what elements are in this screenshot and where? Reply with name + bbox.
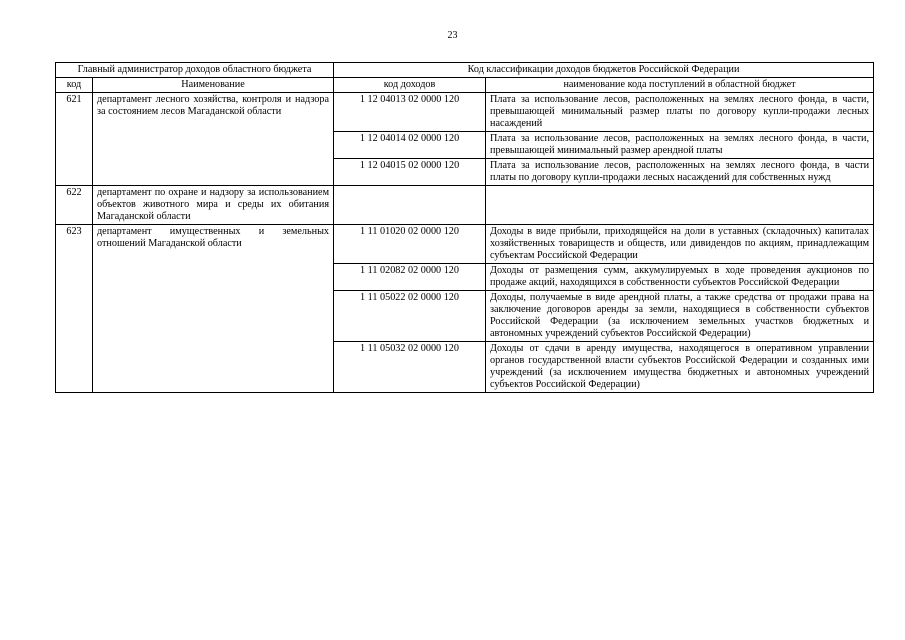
header-row-columns: [56, 78, 874, 93]
income-name-cell: Доходы от размещения сумм, аккумулируемых в ходе проведения аукционов по продаже акций, находящихся в собственности субъектов Российской Федерации: [486, 264, 874, 291]
income-code-cell: 1 12 04013 02 0000 120: [334, 93, 486, 132]
income-code-cell: 1 11 05022 02 0000 120: [334, 291, 486, 342]
table-row: [56, 225, 874, 264]
income-name-cell: Плата за использование лесов, расположенных на землях лесного фонда, в части, превышающей минимальный размер платы по договору купли-продажи лесных насаждений: [486, 93, 874, 132]
income-code-cell: 1 11 05032 02 0000 120: [334, 342, 486, 393]
header-admin-group: Главный администратор доходов областного бюджета: [56, 63, 334, 78]
income-name-cell: Доходы от сдачи в аренду имущества, находящегося в оперативном управлении органов государственной власти субъектов Российской Федерации и созданных ими учреждений (за исключением имущества бюджетных и автономных учреждений субъектов Российской Федерации): [486, 342, 874, 393]
income-name-cell: Плата за использование лесов, расположенных на землях лесного фонда, в части платы по договору купли-продажи лесных насаждений для собственных нужд: [486, 159, 874, 186]
income-code-cell: 1 11 01020 02 0000 120: [334, 225, 486, 264]
header-income-name: наименование кода поступлений в областной бюджет: [486, 78, 874, 93]
header-income-code: код доходов: [334, 78, 486, 93]
admin-name-cell: департамент лесного хозяйства, контроля и надзора за состоянием лесов Магаданской области: [93, 93, 334, 186]
table-body: [56, 93, 874, 393]
income-code-cell: 1 12 04014 02 0000 120: [334, 132, 486, 159]
header-code: код: [56, 78, 93, 93]
admin-code-cell: 622: [56, 186, 93, 225]
header-row-group: [56, 63, 874, 78]
page-number: 23: [447, 30, 458, 41]
table-row: [56, 93, 874, 132]
income-code-cell: 1 11 02082 02 0000 120: [334, 264, 486, 291]
admin-code-cell: 623: [56, 225, 93, 393]
income-name-cell: Доходы в виде прибыли, приходящейся на доли в уставных (складочных) капиталах хозяйственных товариществ и обществ, или дивидендов по акциям, принадлежащим субъектам Российской Федерации: [486, 225, 874, 264]
header-name: Наименование: [93, 78, 334, 93]
header-classification-group: Код классификации доходов бюджетов Российской Федерации: [334, 63, 874, 78]
income-name-cell: [486, 186, 874, 225]
table-row: [56, 186, 874, 225]
income-code-cell: [334, 186, 486, 225]
admin-code-cell: 621: [56, 93, 93, 186]
admin-name-cell: департамент имущественных и земельных отношений Магаданской области: [93, 225, 334, 393]
revenue-table: [55, 62, 874, 393]
income-code-cell: 1 12 04015 02 0000 120: [334, 159, 486, 186]
income-name-cell: Плата за использование лесов, расположенных на землях лесного фонда, в части, превышающей минимальный размер арендной платы: [486, 132, 874, 159]
income-name-cell: Доходы, получаемые в виде арендной платы, а также средства от продажи права на заключение договоров аренды за земли, находящиеся в собственности субъектов Российской Федерации (за исключением земельных участков бюджетных и автономных учреждений субъектов Российской Федерации): [486, 291, 874, 342]
admin-name-cell: департамент по охране и надзору за использованием объектов животного мира и среды их обитания Магаданской области: [93, 186, 334, 225]
